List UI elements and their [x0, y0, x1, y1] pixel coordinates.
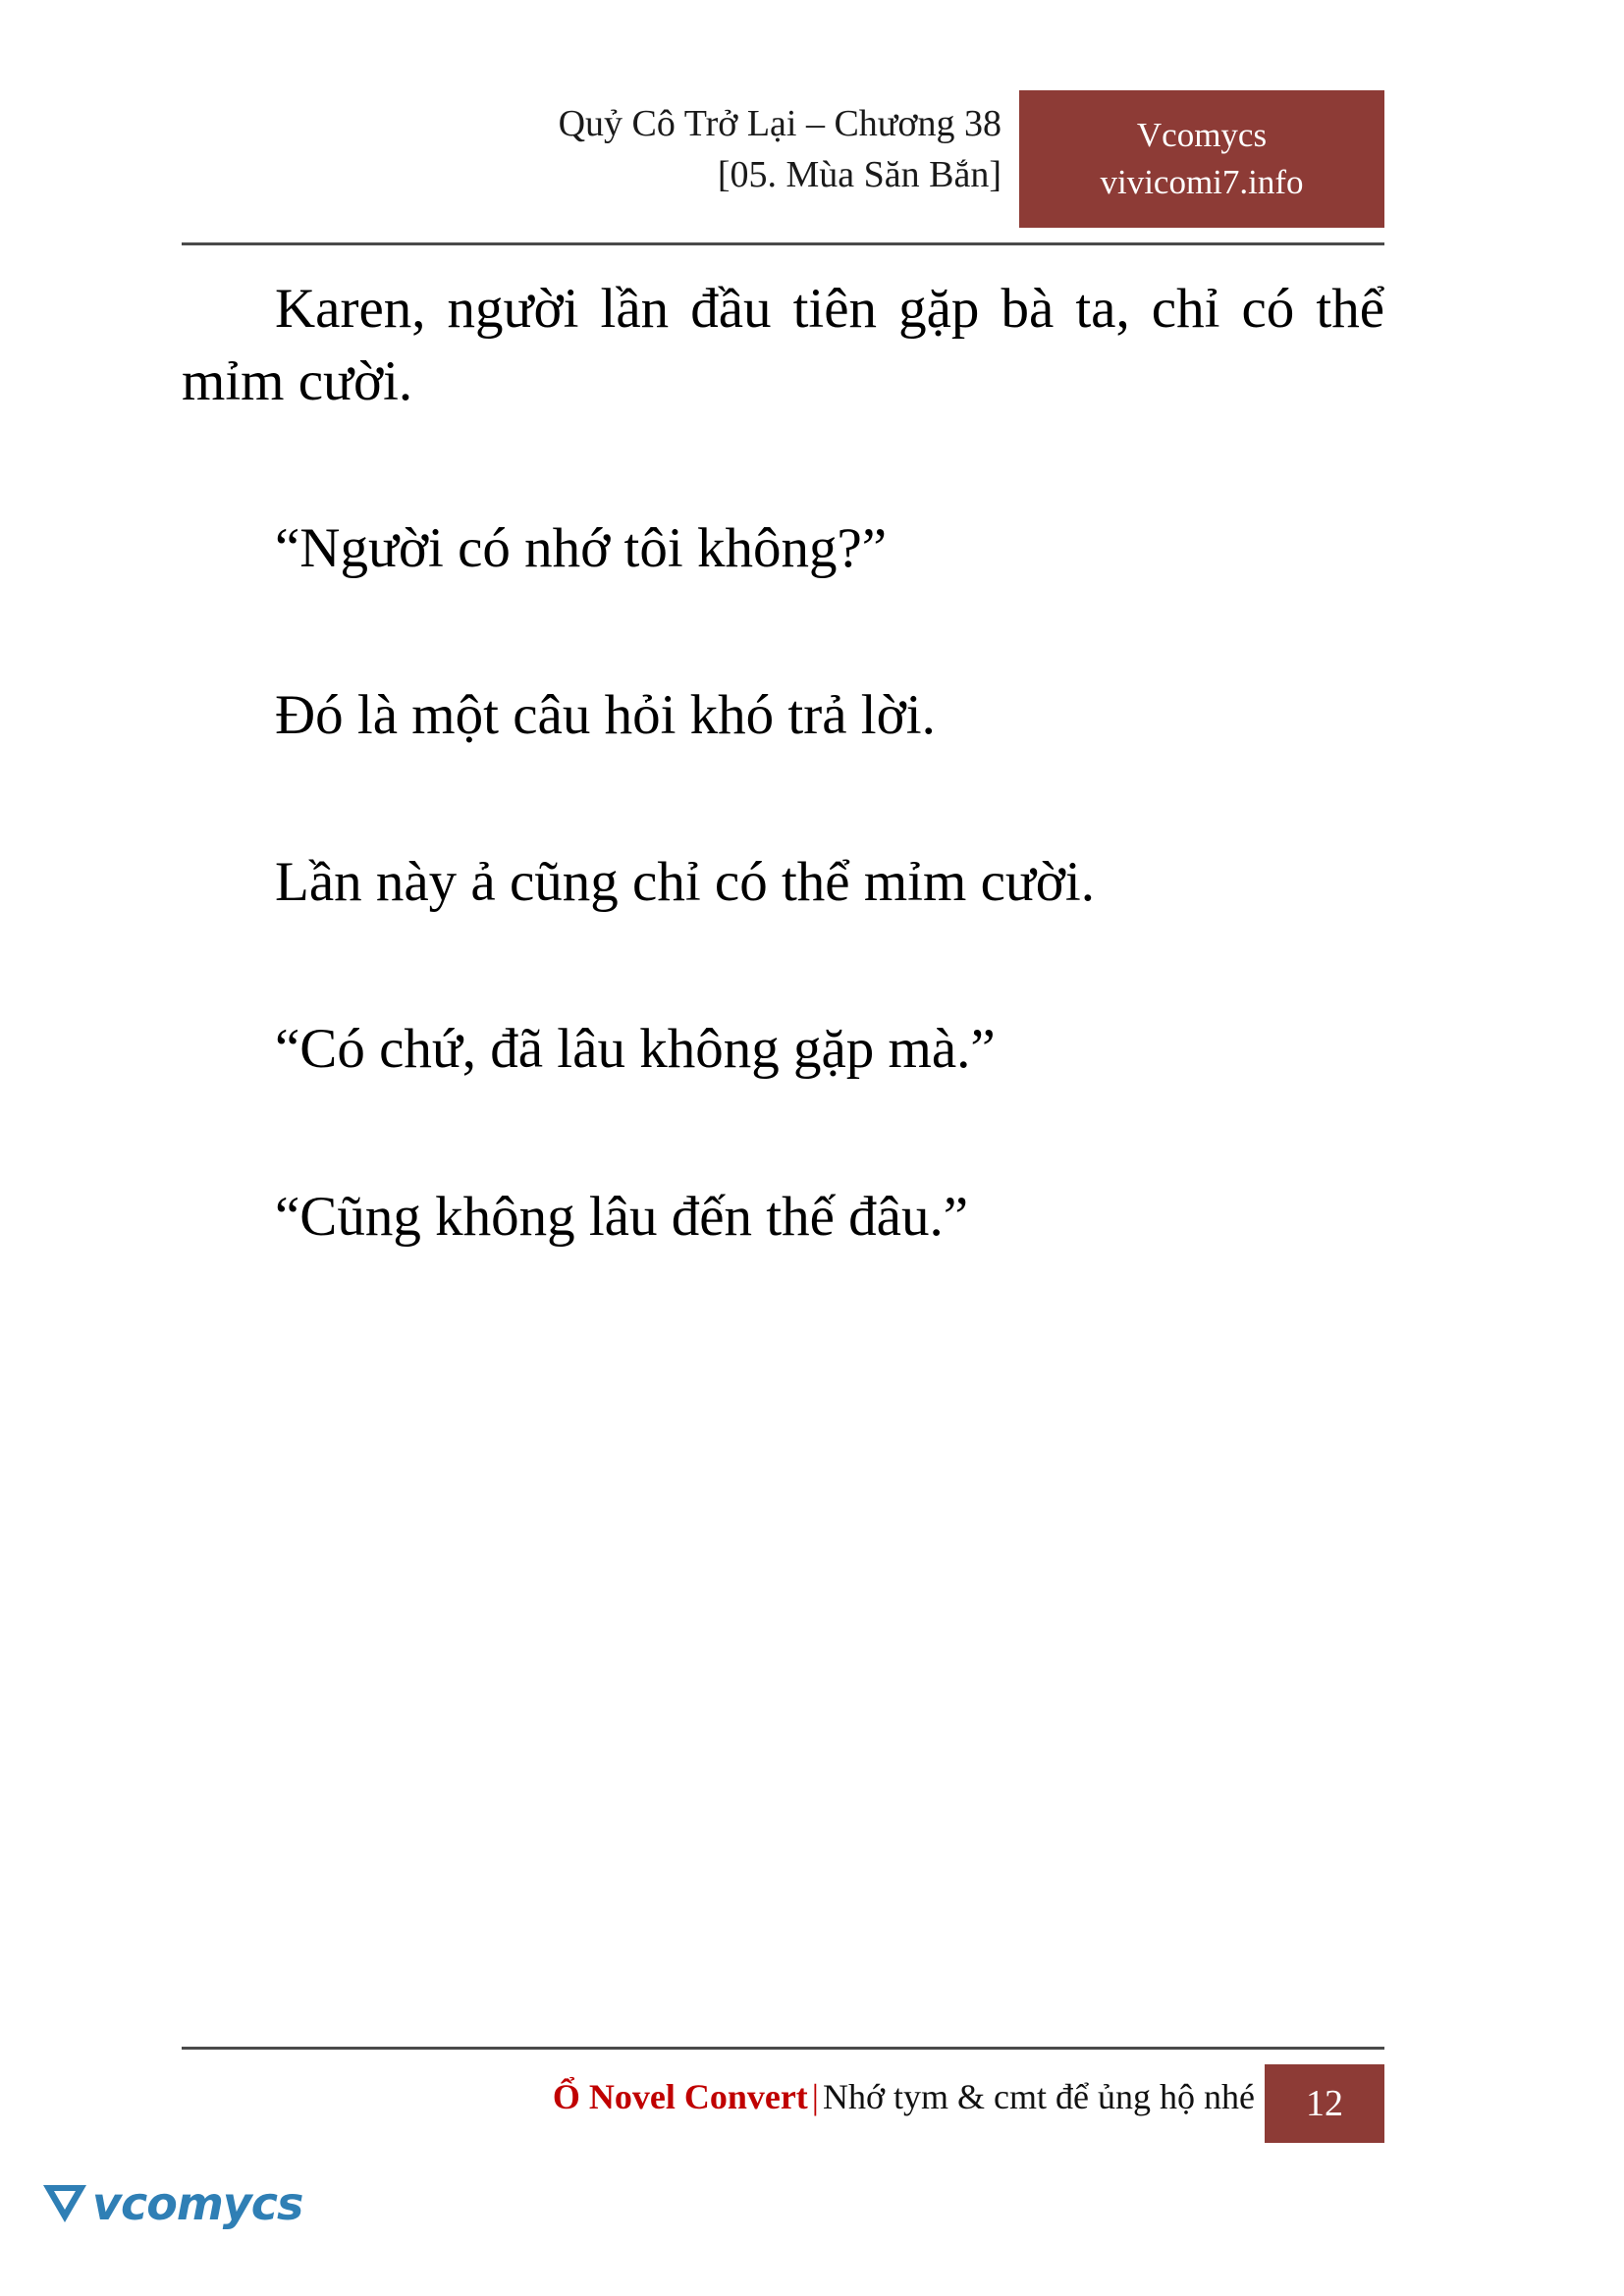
- page-header: [182, 98, 1384, 240]
- paragraph: Đó là một câu hỏi khó trả lời.: [275, 684, 936, 747]
- footer-brand: Ổ Novel Convert: [552, 2077, 808, 2116]
- header-title: [314, 98, 1001, 201]
- vcomycs-logo-icon: [41, 2179, 88, 2226]
- watermark-logo: [41, 2171, 303, 2250]
- footer-content: [182, 2064, 1384, 2143]
- page-footer: [182, 2047, 1384, 2155]
- footer-note: Nhớ tym & cmt để ủng hộ nhé: [823, 2077, 1255, 2116]
- paragraph: Lần này ả cũng chỉ có thể mỉm cười.: [275, 851, 1096, 914]
- site-badge-url: vivicomi7.info: [1100, 163, 1304, 202]
- page-content: [182, 273, 1384, 1254]
- watermark-label: vcomycs: [92, 2177, 303, 2230]
- paragraph: “Có chứ, đã lâu không gặp mà.”: [275, 1018, 996, 1081]
- paragraph: “Người có nhớ tôi không?”: [275, 517, 888, 580]
- site-badge-name: Vcomycs: [1136, 116, 1268, 154]
- page-number-badge: 12: [1265, 2064, 1384, 2143]
- footer-divider: [182, 2047, 1384, 2050]
- header-title-line2: [05. Mùa Săn Bắn]: [717, 154, 1001, 196]
- paragraph: Karen, người lần đầu tiên gặp bà ta, chỉ có thể mỉm cười.: [182, 278, 1384, 413]
- footer-credit: [553, 2076, 1255, 2117]
- paragraph: “Cũng không lâu đến thế đâu.”: [275, 1185, 968, 1248]
- footer-separator: |: [811, 2077, 820, 2116]
- header-title-line1: Quỷ Cô Trở Lại – Chương 38: [558, 103, 1001, 144]
- site-badge: [1019, 90, 1384, 228]
- header-divider: [182, 242, 1384, 245]
